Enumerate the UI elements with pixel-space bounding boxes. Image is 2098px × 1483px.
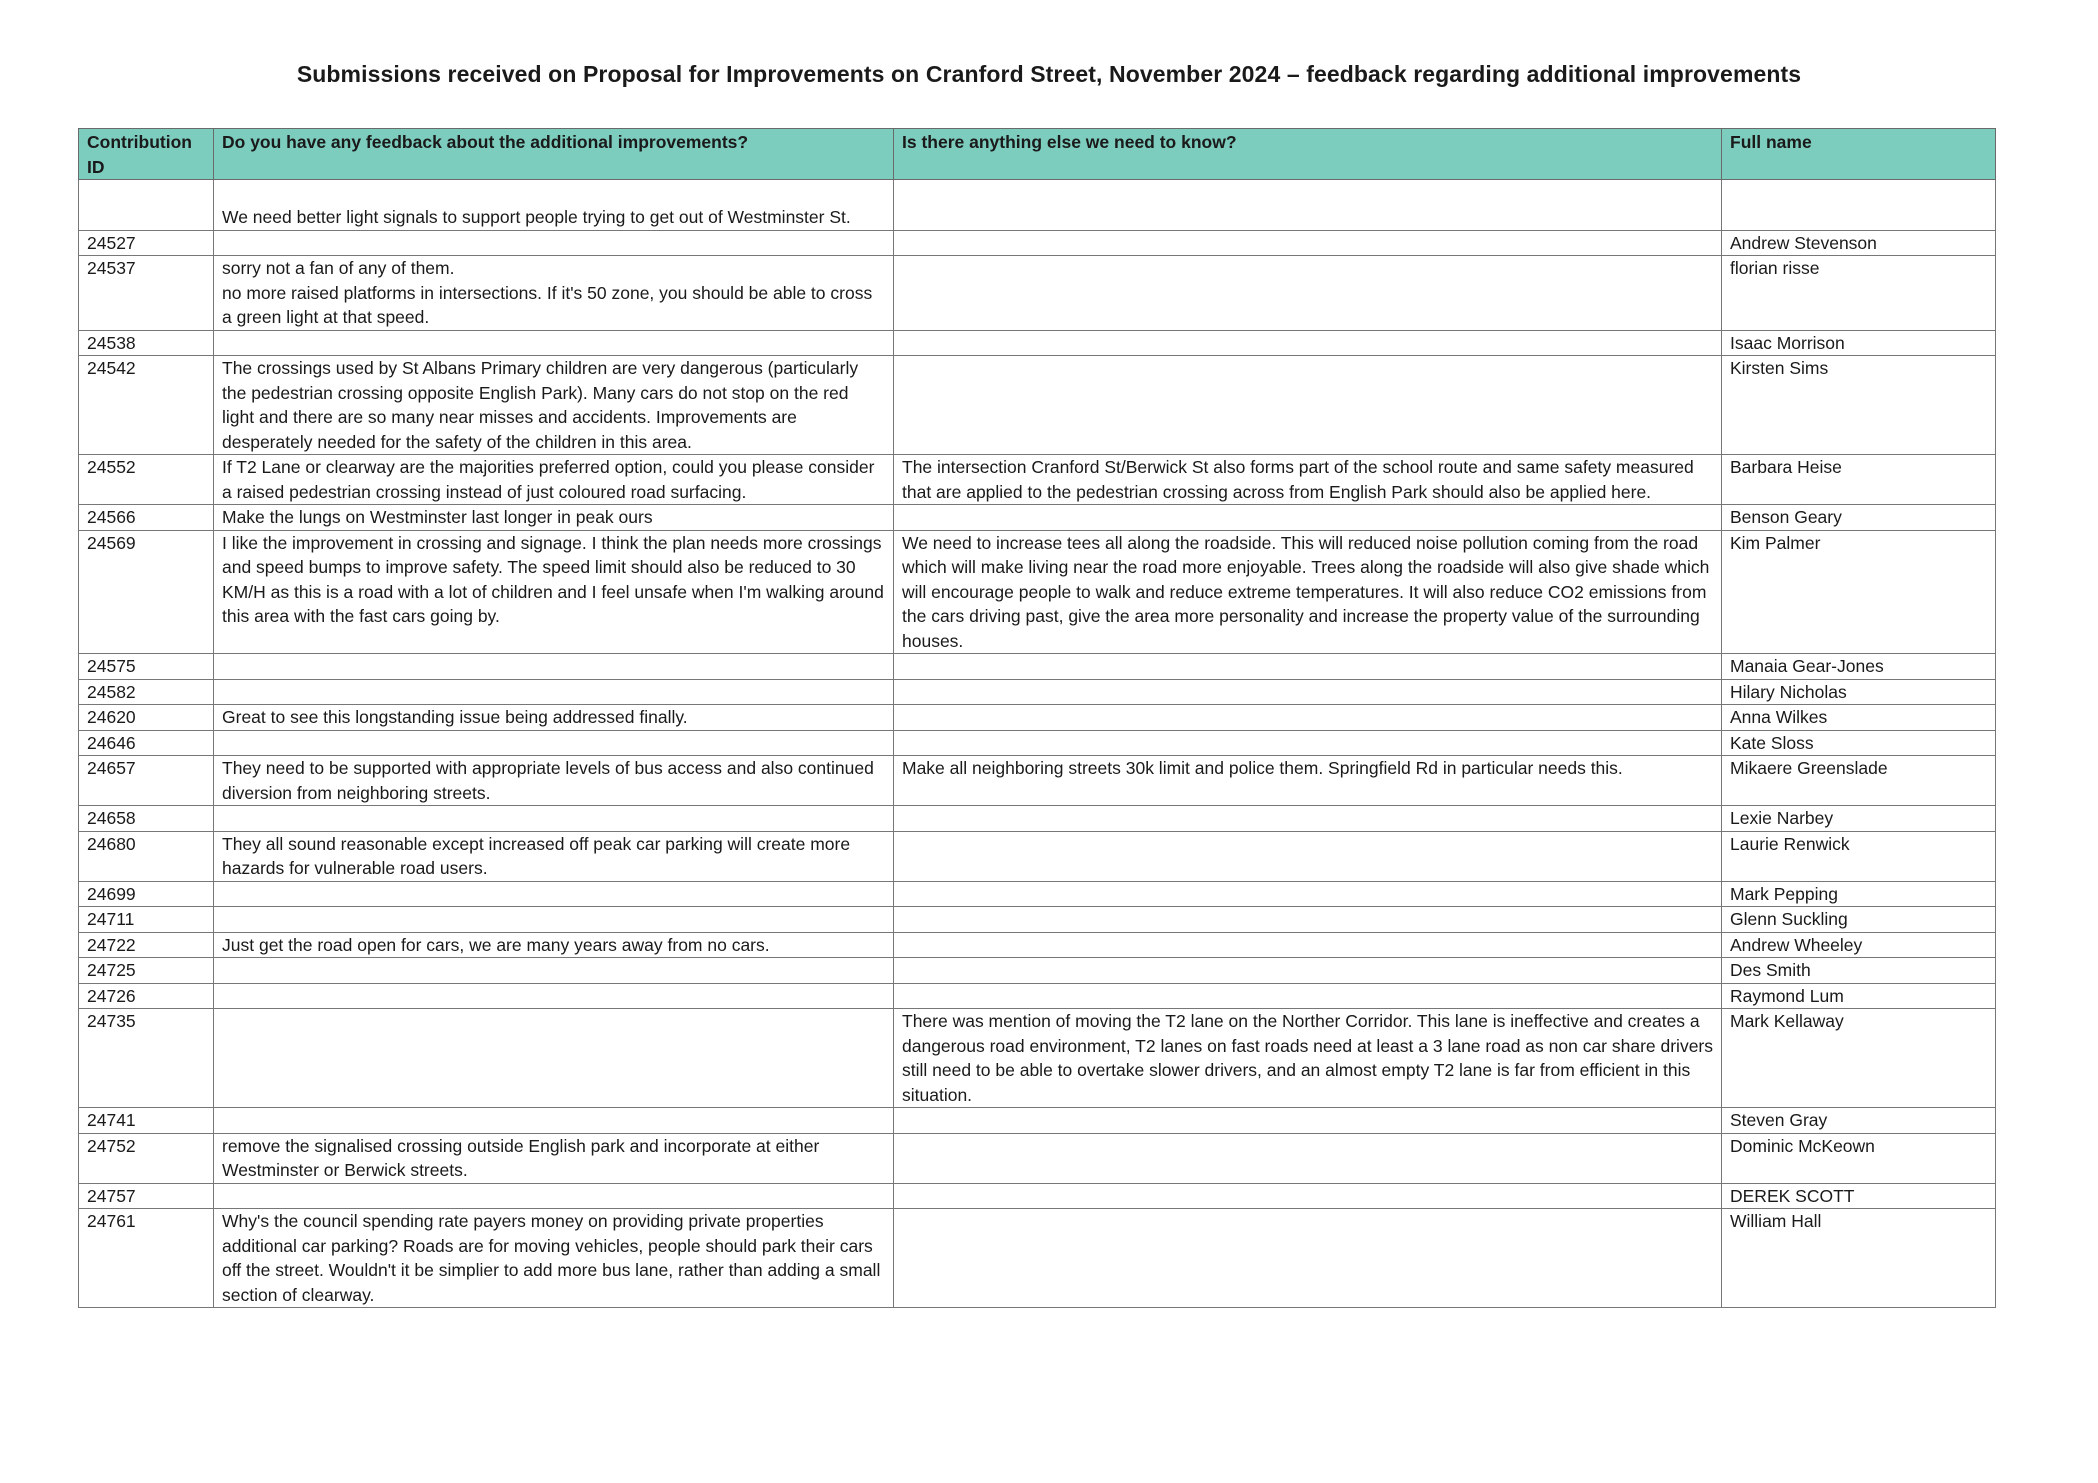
cell-feedback: They all sound reasonable except increased off peak car parking will create more hazards for vulnerable road users. <box>214 831 894 881</box>
cell-contribution-id: 24752 <box>79 1133 214 1183</box>
cell-feedback <box>214 1183 894 1209</box>
cell-contribution-id: 24566 <box>79 505 214 531</box>
table-row <box>79 1009 1996 1108</box>
cell-contribution-id <box>79 180 214 231</box>
cell-full-name: DEREK SCOTT <box>1722 1183 1996 1209</box>
table-row <box>79 730 1996 756</box>
cell-anything-else <box>894 881 1722 907</box>
cell-feedback <box>214 983 894 1009</box>
cell-feedback: I like the improvement in crossing and signage. I think the plan needs more crossings and speed bumps to improve safety. The speed limit should also be reduced to 30 KM/H as this is a road with a lot of children and I feel unsafe when I'm walking around this area with the fast cars going by. <box>214 530 894 654</box>
cell-feedback <box>214 907 894 933</box>
cell-feedback: The crossings used by St Albans Primary children are very dangerous (particularly the pedestrian crossing opposite English Park). Many cars do not stop on the red light and there are so many near misses and accidents. Improvements are desperately needed for the safety of the children in this area. <box>214 356 894 455</box>
cell-full-name: Anna Wilkes <box>1722 705 1996 731</box>
table-row <box>79 530 1996 654</box>
cell-contribution-id: 24620 <box>79 705 214 731</box>
cell-anything-else <box>894 730 1722 756</box>
cell-contribution-id: 24569 <box>79 530 214 654</box>
cell-contribution-id: 24537 <box>79 256 214 331</box>
cell-contribution-id: 24552 <box>79 455 214 505</box>
cell-contribution-id: 24699 <box>79 881 214 907</box>
cell-feedback <box>214 330 894 356</box>
column-header-anything-else: Is there anything else we need to know? <box>894 129 1722 180</box>
cell-anything-else <box>894 330 1722 356</box>
cell-contribution-id: 24761 <box>79 1209 214 1308</box>
table-row <box>79 1133 1996 1183</box>
cell-anything-else <box>894 932 1722 958</box>
table-row <box>79 958 1996 984</box>
cell-full-name: Mark Pepping <box>1722 881 1996 907</box>
table-row <box>79 756 1996 806</box>
cell-full-name: Andrew Wheeley <box>1722 932 1996 958</box>
table-row <box>79 932 1996 958</box>
cell-anything-else <box>894 654 1722 680</box>
cell-contribution-id: 24575 <box>79 654 214 680</box>
cell-feedback: They need to be supported with appropriate levels of bus access and also continued diversion from neighboring streets. <box>214 756 894 806</box>
cell-contribution-id: 24582 <box>79 679 214 705</box>
cell-full-name: Lexie Narbey <box>1722 806 1996 832</box>
cell-contribution-id: 24658 <box>79 806 214 832</box>
cell-contribution-id: 24538 <box>79 330 214 356</box>
cell-feedback: Why's the council spending rate payers money on providing private properties additional car parking? Roads are for moving vehicles, people should park their cars off the street. Wouldn't it be simplier to add more bus lane, rather than adding a small section of clearway. <box>214 1209 894 1308</box>
table-header <box>79 129 1996 180</box>
cell-full-name: Hilary Nicholas <box>1722 679 1996 705</box>
cell-feedback: We need better light signals to support people trying to get out of Westminster St. <box>214 180 894 231</box>
cell-contribution-id: 24711 <box>79 907 214 933</box>
cell-anything-else <box>894 983 1722 1009</box>
cell-anything-else <box>894 256 1722 331</box>
cell-full-name: Mikaere Greenslade <box>1722 756 1996 806</box>
header-row <box>79 129 1996 180</box>
cell-anything-else <box>894 180 1722 231</box>
table-row <box>79 455 1996 505</box>
page-title: Submissions received on Proposal for Improvements on Cranford Street, November 2024 – feedback regarding additional improvements <box>296 61 1802 87</box>
table-row <box>79 705 1996 731</box>
cell-anything-else: We need to increase tees all along the roadside. This will reduced noise pollution coming from the road which will make living near the road more enjoyable. Trees along the roadside will also give shade which will encourage people to walk and reduce extreme temperatures. It will also reduce CO2 emissions from the cars driving past, give the area more personality and increase the property value of the surrounding houses. <box>894 530 1722 654</box>
cell-contribution-id: 24757 <box>79 1183 214 1209</box>
cell-feedback <box>214 958 894 984</box>
table-body <box>79 180 1996 1308</box>
cell-full-name: Kim Palmer <box>1722 530 1996 654</box>
cell-full-name: Kate Sloss <box>1722 730 1996 756</box>
cell-anything-else: The intersection Cranford St/Berwick St also forms part of the school route and same safety measured that are applied to the pedestrian crossing across from English Park should also be applied here. <box>894 455 1722 505</box>
table-row <box>79 806 1996 832</box>
table-row <box>79 230 1996 256</box>
cell-contribution-id: 24722 <box>79 932 214 958</box>
cell-full-name: Raymond Lum <box>1722 983 1996 1009</box>
cell-contribution-id: 24527 <box>79 230 214 256</box>
cell-anything-else <box>894 505 1722 531</box>
cell-full-name: Steven Gray <box>1722 1108 1996 1134</box>
table-row <box>79 881 1996 907</box>
cell-anything-else <box>894 679 1722 705</box>
cell-contribution-id: 24741 <box>79 1108 214 1134</box>
cell-anything-else <box>894 958 1722 984</box>
cell-full-name: Dominic McKeown <box>1722 1133 1996 1183</box>
cell-feedback <box>214 881 894 907</box>
table-row <box>79 180 1996 231</box>
cell-feedback <box>214 230 894 256</box>
cell-feedback <box>214 806 894 832</box>
table-row <box>79 654 1996 680</box>
cell-contribution-id: 24646 <box>79 730 214 756</box>
cell-anything-else <box>894 356 1722 455</box>
cell-anything-else <box>894 1183 1722 1209</box>
cell-contribution-id: 24735 <box>79 1009 214 1108</box>
table-row <box>79 1183 1996 1209</box>
cell-anything-else <box>894 831 1722 881</box>
cell-feedback <box>214 1009 894 1108</box>
cell-feedback <box>214 679 894 705</box>
cell-full-name: Barbara Heise <box>1722 455 1996 505</box>
table-row <box>79 505 1996 531</box>
table-row <box>79 356 1996 455</box>
cell-full-name: Mark Kellaway <box>1722 1009 1996 1108</box>
table-row <box>79 983 1996 1009</box>
cell-full-name: Des Smith <box>1722 958 1996 984</box>
cell-feedback: If T2 Lane or clearway are the majorities preferred option, could you please consider a raised pedestrian crossing instead of just coloured road surfacing. <box>214 455 894 505</box>
cell-feedback: sorry not a fan of any of them. no more raised platforms in intersections. If it's 50 zone, you should be able to cross a green light at that speed. <box>214 256 894 331</box>
cell-anything-else <box>894 230 1722 256</box>
cell-full-name: florian risse <box>1722 256 1996 331</box>
table-row <box>79 831 1996 881</box>
table-row <box>79 1108 1996 1134</box>
cell-anything-else <box>894 907 1722 933</box>
column-header-feedback: Do you have any feedback about the additional improvements? <box>214 129 894 180</box>
cell-contribution-id: 24680 <box>79 831 214 881</box>
table-row <box>79 679 1996 705</box>
submissions-table <box>78 128 1996 1308</box>
table-row <box>79 256 1996 331</box>
cell-full-name: Andrew Stevenson <box>1722 230 1996 256</box>
cell-full-name: Manaia Gear-Jones <box>1722 654 1996 680</box>
cell-anything-else <box>894 705 1722 731</box>
table-row <box>79 1209 1996 1308</box>
cell-contribution-id: 24726 <box>79 983 214 1009</box>
column-header-full-name: Full name <box>1722 129 1996 180</box>
cell-contribution-id: 24542 <box>79 356 214 455</box>
cell-full-name: Benson Geary <box>1722 505 1996 531</box>
cell-full-name: William Hall <box>1722 1209 1996 1308</box>
cell-full-name <box>1722 180 1996 231</box>
cell-anything-else <box>894 1209 1722 1308</box>
cell-contribution-id: 24725 <box>79 958 214 984</box>
cell-feedback: Just get the road open for cars, we are many years away from no cars. <box>214 932 894 958</box>
cell-feedback <box>214 654 894 680</box>
cell-contribution-id: 24657 <box>79 756 214 806</box>
cell-feedback <box>214 730 894 756</box>
table-row <box>79 330 1996 356</box>
table-row <box>79 907 1996 933</box>
column-header-contribution-id: Contribution ID <box>79 129 214 180</box>
cell-feedback <box>214 1108 894 1134</box>
cell-anything-else <box>894 1133 1722 1183</box>
cell-feedback: Great to see this longstanding issue being addressed finally. <box>214 705 894 731</box>
cell-feedback: Make the lungs on Westminster last longer in peak ours <box>214 505 894 531</box>
cell-anything-else <box>894 1108 1722 1134</box>
cell-full-name: Laurie Renwick <box>1722 831 1996 881</box>
cell-anything-else: There was mention of moving the T2 lane on the Norther Corridor. This lane is ineffective and creates a dangerous road environment, T2 lanes on fast roads need at least a 3 lane road as non car share drivers still need to be able to overtake slower drivers, and an almost empty T2 lane is far from efficient in this situation. <box>894 1009 1722 1108</box>
cell-feedback: remove the signalised crossing outside English park and incorporate at either Westminster or Berwick streets. <box>214 1133 894 1183</box>
cell-full-name: Kirsten Sims <box>1722 356 1996 455</box>
cell-full-name: Glenn Suckling <box>1722 907 1996 933</box>
cell-full-name: Isaac Morrison <box>1722 330 1996 356</box>
cell-anything-else: Make all neighboring streets 30k limit and police them. Springfield Rd in particular needs this. <box>894 756 1722 806</box>
cell-anything-else <box>894 806 1722 832</box>
